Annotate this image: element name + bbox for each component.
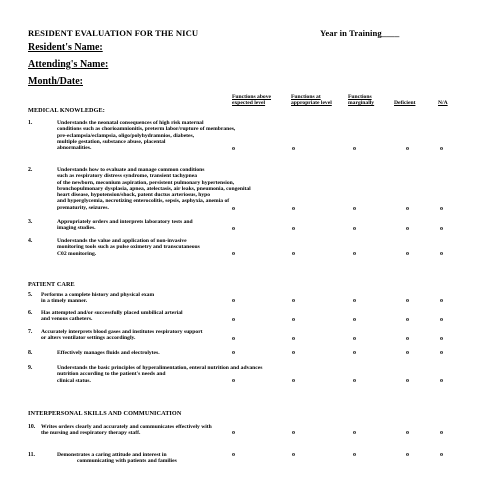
rating-option-na[interactable]: o (440, 452, 443, 458)
section-interpersonal: INTERPERSONAL SKILLS AND COMMUNICATION (28, 410, 182, 417)
rating-option-marginal[interactable]: o (353, 251, 356, 257)
col-header-marginal: Functions marginally (348, 94, 375, 107)
rating-option-deficient[interactable]: o (406, 378, 409, 384)
section-patient-care: PATIENT CARE (28, 281, 75, 288)
item-text-line: Effectively manages fluids and electrolytes. (57, 350, 160, 356)
item-number: 10. (28, 424, 36, 430)
rating-option-na[interactable]: o (440, 146, 443, 152)
item-text-line: in a timely manner. (41, 298, 88, 305)
rating-option-deficient[interactable]: o (406, 226, 409, 232)
item-text-line: Understands the value and application of non-invasive (57, 238, 187, 244)
item-text-line: multiple gestation, substance abuse, placental (57, 138, 166, 145)
rating-option-marginal[interactable]: o (353, 378, 356, 384)
rating-option-above-expected[interactable]: o (232, 430, 235, 436)
form-title: RESIDENT EVALUATION FOR THE NICU (28, 28, 199, 38)
rating-option-na[interactable]: o (440, 206, 443, 212)
item-text (57, 452, 177, 465)
col-header-above-expected: Functions above expected level (232, 94, 272, 107)
item-text-line: or alters ventilator settings accordingly. (41, 335, 136, 342)
rating-option-na[interactable]: o (440, 430, 443, 436)
section-medical-knowledge: MEDICAL KNOWLEDGE: (28, 107, 105, 114)
item-text (41, 424, 212, 437)
item-text-line: pre-eclampsia/eclampsia, oligo/polyhydramnios, diabetes, (57, 132, 195, 139)
rating-option-above-expected[interactable]: o (232, 251, 235, 257)
rating-option-marginal[interactable]: o (353, 336, 356, 342)
item-text (57, 167, 251, 211)
rating-option-above-expected[interactable]: o (232, 350, 235, 356)
rating-option-appropriate[interactable]: o (292, 452, 295, 458)
item-text (57, 219, 193, 232)
item-text-line: Understands the neonatal consequences of high risk maternal (57, 120, 204, 126)
item-text-line: abnormalities. (57, 145, 92, 152)
item-text-line: Understands the basic principles of hyperalimentation, enteral nutrition and advances (57, 365, 263, 371)
rating-option-appropriate[interactable]: o (292, 430, 295, 436)
rating-option-na[interactable]: o (440, 298, 443, 304)
item-number: 8. (28, 350, 33, 356)
rating-option-na[interactable]: o (440, 317, 443, 323)
rating-option-marginal[interactable]: o (353, 452, 356, 458)
rating-option-appropriate[interactable]: o (292, 206, 295, 212)
rating-option-above-expected[interactable]: o (232, 336, 235, 342)
item-text-line: bronchopulmonary dysplasia, apnea, atelectasis, air leaks, pneumonia, congenital (57, 185, 251, 192)
item-text-line: Has attempted and/or successfully placed umbilical arterial (41, 310, 183, 316)
item-text-line: and venous catheters. (41, 316, 93, 323)
rating-option-deficient[interactable]: o (406, 251, 409, 257)
rating-option-deficient[interactable]: o (406, 317, 409, 323)
item-text (57, 238, 200, 257)
item-text-line: prematurity, seizures. (57, 204, 109, 211)
item-text-line: imaging studies. (57, 225, 96, 232)
rating-option-deficient[interactable]: o (406, 336, 409, 342)
item-number: 5. (28, 292, 33, 298)
rating-option-marginal[interactable]: o (353, 146, 356, 152)
item-number: 3. (28, 219, 33, 225)
rating-option-na[interactable]: o (440, 251, 443, 257)
item-text-line: Writes orders clearly and accurately and communicates effectively with (41, 424, 212, 430)
year-in-training-field[interactable]: Year in Training____ (320, 28, 400, 38)
item-number: 7. (28, 329, 33, 335)
item-text-line: clinical status. (57, 377, 91, 384)
rating-option-marginal[interactable]: o (353, 226, 356, 232)
item-text-line: communicating with patients and families (77, 458, 177, 465)
rating-option-deficient[interactable]: o (406, 206, 409, 212)
item-number: 11. (28, 452, 35, 458)
item-text (41, 292, 154, 305)
item-text (41, 310, 183, 323)
rating-option-appropriate[interactable]: o (292, 317, 295, 323)
item-text-line: such as respiratory distress syndrome, transient tachypnea (57, 173, 198, 180)
rating-option-marginal[interactable]: o (353, 430, 356, 436)
rating-option-marginal[interactable]: o (353, 350, 356, 356)
col-header-appropriate: Functions at appropriate level (291, 94, 332, 107)
rating-option-deficient[interactable]: o (406, 298, 409, 304)
rating-option-appropriate[interactable]: o (292, 378, 295, 384)
rating-option-above-expected[interactable]: o (232, 452, 235, 458)
rating-option-deficient[interactable]: o (406, 146, 409, 152)
item-number: 9. (28, 365, 33, 371)
item-text-line: nutrition according to the patient's needs and (57, 371, 166, 378)
item-text (57, 120, 235, 151)
resident-name-label: Resident's Name: (28, 42, 103, 53)
rating-option-above-expected[interactable]: o (232, 378, 235, 384)
rating-option-above-expected[interactable]: o (232, 146, 235, 152)
item-number: 1. (28, 120, 33, 126)
item-text (57, 350, 160, 356)
item-text (41, 329, 203, 342)
rating-option-deficient[interactable]: o (406, 430, 409, 436)
rating-option-appropriate[interactable]: o (292, 298, 295, 304)
item-text-line: C02 monitoring. (57, 250, 97, 257)
item-text-line: Appropriately orders and interprets laboratory tests and (57, 219, 193, 225)
col-header-deficient: Deficient (394, 100, 416, 106)
rating-option-na[interactable]: o (440, 350, 443, 356)
item-text-line: heart disease, hypotension/shock, patent ductus arteriosus, hypo (57, 192, 211, 199)
month-date-label: Month/Date: (28, 76, 83, 87)
item-text-line: Demonstrates a caring attitude and interest in (57, 452, 167, 458)
col-header-na: N/A (438, 100, 448, 106)
rating-option-appropriate[interactable]: o (292, 350, 295, 356)
rating-option-above-expected[interactable]: o (232, 226, 235, 232)
rating-option-deficient[interactable]: o (406, 350, 409, 356)
item-text-line: monitoring tools such as pulse oximetry and transcutaneous (57, 244, 200, 251)
item-number: 4. (28, 238, 33, 244)
item-text-line: conditions such as chorioamnionitis, preterm labor/rupture of membranes, (57, 126, 236, 133)
attending-name-label: Attending's Name: (28, 59, 109, 70)
rating-option-na[interactable]: o (440, 336, 443, 342)
item-text-line: Accurately interprets blood gases and institutes respiratory support (41, 329, 203, 335)
rating-option-marginal[interactable]: o (353, 298, 356, 304)
rating-option-deficient[interactable]: o (406, 452, 409, 458)
item-number: 2. (28, 167, 33, 173)
rating-option-above-expected[interactable]: o (232, 298, 235, 304)
rating-option-marginal[interactable]: o (353, 206, 356, 212)
rating-option-appropriate[interactable]: o (292, 146, 295, 152)
rating-option-appropriate[interactable]: o (292, 251, 295, 257)
item-number: 6. (28, 310, 33, 316)
rating-option-above-expected[interactable]: o (232, 206, 235, 212)
rating-option-marginal[interactable]: o (353, 317, 356, 323)
item-text-line: of the newborn, meconium aspiration, persistent pulmonary hypertension, (57, 179, 235, 186)
rating-option-above-expected[interactable]: o (232, 317, 235, 323)
item-text-line: the nursing and respiratory therapy staff. (41, 430, 141, 437)
item-text-line: Performs a complete history and physical exam (41, 292, 155, 298)
item-text-line: and hyperglycemia, necrotizing enterocolitis, sepsis, asphyxia, anemia of (57, 198, 230, 205)
item-text-line: Understands how to evaluate and manage common conditions (57, 167, 205, 173)
rating-option-na[interactable]: o (440, 226, 443, 232)
rating-option-appropriate[interactable]: o (292, 226, 295, 232)
rating-option-appropriate[interactable]: o (292, 336, 295, 342)
rating-option-na[interactable]: o (440, 378, 443, 384)
